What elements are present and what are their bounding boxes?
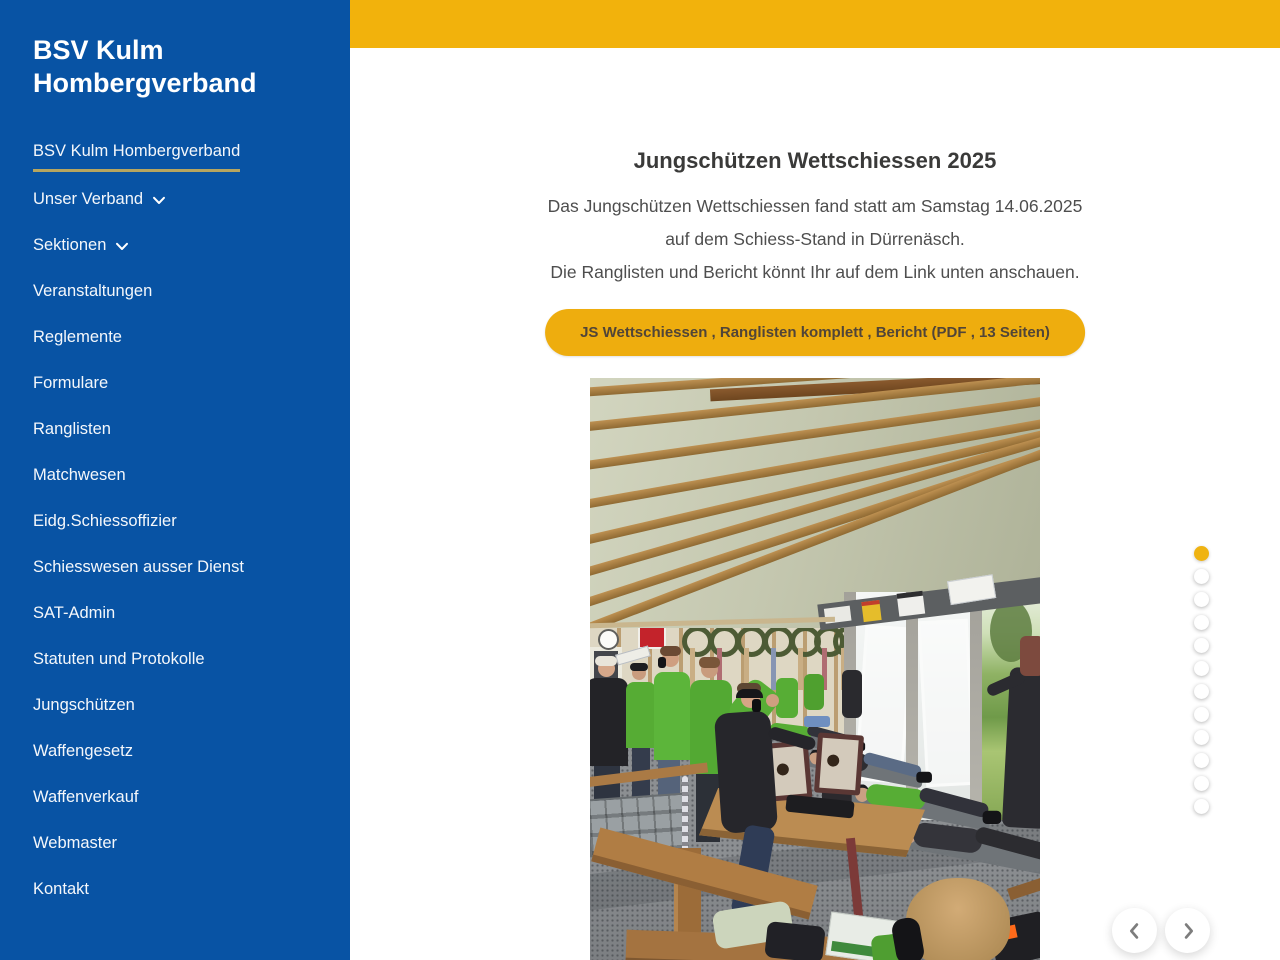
sidebar-item-bsv-kulm-hombergverband[interactable] bbox=[33, 130, 240, 176]
sidebar-item-label: Ranglisten bbox=[33, 419, 111, 438]
photo-person-hair bbox=[699, 657, 720, 668]
photo-person bbox=[714, 710, 778, 834]
event-photo bbox=[590, 378, 1040, 960]
intro-line: auf dem Schiess-Stand in Dürrenäsch. bbox=[665, 229, 965, 249]
sidebar-item-veranstaltungen[interactable] bbox=[33, 268, 152, 314]
sidebar-item-waffenverkauf[interactable] bbox=[33, 774, 138, 820]
carousel-dot-7[interactable] bbox=[1194, 684, 1209, 699]
sidebar-item-label: Kontakt bbox=[33, 879, 89, 898]
sidebar-item-label: Reglemente bbox=[33, 327, 122, 346]
sidebar-item-waffengesetz[interactable] bbox=[33, 728, 133, 774]
photo-person bbox=[776, 678, 798, 718]
sidebar-item-statuten-und-protokolle[interactable] bbox=[33, 636, 205, 682]
sidebar-item-sat-admin[interactable] bbox=[33, 590, 115, 636]
photo-ribbon bbox=[798, 648, 803, 690]
chevron-left-icon bbox=[1124, 920, 1146, 942]
intro-line: Das Jungschützen Wettschiessen fand statt am Samstag 14.06.2025 bbox=[547, 196, 1083, 216]
sidebar-item-formulare[interactable] bbox=[33, 360, 108, 406]
carousel-dot-5[interactable] bbox=[1194, 638, 1209, 653]
photo-person bbox=[590, 678, 628, 766]
photo-person bbox=[804, 674, 824, 710]
sidebar-item-label: Webmaster bbox=[33, 833, 118, 852]
sidebar-item-label: Formulare bbox=[33, 373, 109, 392]
page-title: Jungschützen Wettschiessen 2025 bbox=[633, 148, 997, 173]
photo-tray bbox=[804, 716, 830, 727]
photo-headphones bbox=[752, 699, 761, 712]
chevron-down-icon bbox=[152, 196, 166, 205]
sidebar-item-label: Schiesswesen ausser Dienst bbox=[33, 557, 244, 576]
chevron-down-icon bbox=[115, 242, 129, 251]
sidebar-item-ranglisten[interactable] bbox=[33, 406, 111, 452]
carousel-dot-4[interactable] bbox=[1194, 615, 1209, 630]
sidebar-item-label: Matchwesen bbox=[33, 465, 126, 484]
sidebar-item-label: Veranstaltungen bbox=[33, 281, 153, 300]
photo-sign bbox=[861, 600, 881, 622]
topbar bbox=[350, 0, 1280, 48]
sidebar-item-label: Sektionen bbox=[33, 235, 107, 254]
sidebar-item-label: SAT-Admin bbox=[33, 603, 116, 622]
carousel-dot-12[interactable] bbox=[1194, 799, 1209, 814]
sidebar-item-label: Waffenverkauf bbox=[33, 787, 139, 806]
carousel-dot-1[interactable] bbox=[1194, 546, 1209, 561]
intro-text bbox=[350, 190, 1280, 289]
photo-chain bbox=[682, 776, 688, 852]
carousel-dots bbox=[1194, 546, 1209, 814]
sidebar bbox=[0, 0, 350, 960]
carousel-dot-10[interactable] bbox=[1194, 753, 1209, 768]
photo-clock bbox=[598, 629, 619, 650]
carousel-dot-9[interactable] bbox=[1194, 730, 1209, 745]
photo-person bbox=[1020, 636, 1040, 676]
chevron-right-icon bbox=[1177, 920, 1199, 942]
sidebar-item-webmaster[interactable] bbox=[33, 820, 117, 866]
photo-cap bbox=[630, 663, 648, 671]
photo-bag bbox=[764, 921, 825, 960]
photo-headphones bbox=[736, 689, 763, 698]
sidebar-nav bbox=[33, 130, 334, 912]
sidebar-item-label: Unser Verband bbox=[33, 189, 144, 208]
sidebar-item-unser-verband[interactable] bbox=[33, 176, 166, 222]
carousel-dot-11[interactable] bbox=[1194, 776, 1209, 791]
pdf-download-button[interactable]: JS Wettschiessen , Ranglisten komplett , Bericht (PDF , 13 Seiten) bbox=[545, 309, 1085, 356]
sidebar-item-label: Eidg.Schiessoffizier bbox=[33, 511, 177, 530]
photo-ear-protector bbox=[658, 657, 666, 668]
sidebar-item-label: Jungschützen bbox=[33, 695, 135, 714]
carousel-prev-button[interactable] bbox=[1112, 908, 1157, 953]
sidebar-item-label: Waffengesetz bbox=[33, 741, 133, 760]
carousel-dot-2[interactable] bbox=[1194, 569, 1209, 584]
sidebar-item-matchwesen[interactable] bbox=[33, 452, 126, 498]
photo-person bbox=[626, 682, 656, 748]
photo-person bbox=[654, 672, 690, 760]
sidebar-item-kontakt[interactable] bbox=[33, 866, 89, 912]
sidebar-item-label: BSV Kulm Hombergverband bbox=[33, 142, 240, 172]
sidebar-item-jungschutzen[interactable] bbox=[33, 682, 135, 728]
photo-sign bbox=[897, 591, 926, 617]
photo-cap bbox=[595, 656, 617, 666]
carousel-next-button[interactable] bbox=[1165, 908, 1210, 953]
sidebar-item-label: Statuten und Protokolle bbox=[33, 649, 205, 668]
carousel-dot-6[interactable] bbox=[1194, 661, 1209, 676]
site-title[interactable]: BSV Kulm Hombergverband bbox=[33, 35, 257, 98]
sidebar-item-schiesswesen-ausser-dienst[interactable] bbox=[33, 544, 244, 590]
photo-person-head bbox=[766, 694, 779, 707]
sidebar-item-sektionen[interactable] bbox=[33, 222, 129, 268]
sidebar-item-reglemente[interactable] bbox=[33, 314, 122, 360]
sidebar-item-eidg-schiessoffizier[interactable] bbox=[33, 498, 177, 544]
intro-line: Die Ranglisten und Bericht könnt Ihr auf dem Link unten anschauen. bbox=[550, 262, 1080, 282]
photo-target-monitor bbox=[814, 732, 864, 795]
carousel-dot-8[interactable] bbox=[1194, 707, 1209, 722]
carousel-dot-3[interactable] bbox=[1194, 592, 1209, 607]
photo-person-hair bbox=[660, 646, 681, 656]
photo-beam bbox=[590, 418, 1040, 587]
photo-person bbox=[842, 670, 862, 718]
